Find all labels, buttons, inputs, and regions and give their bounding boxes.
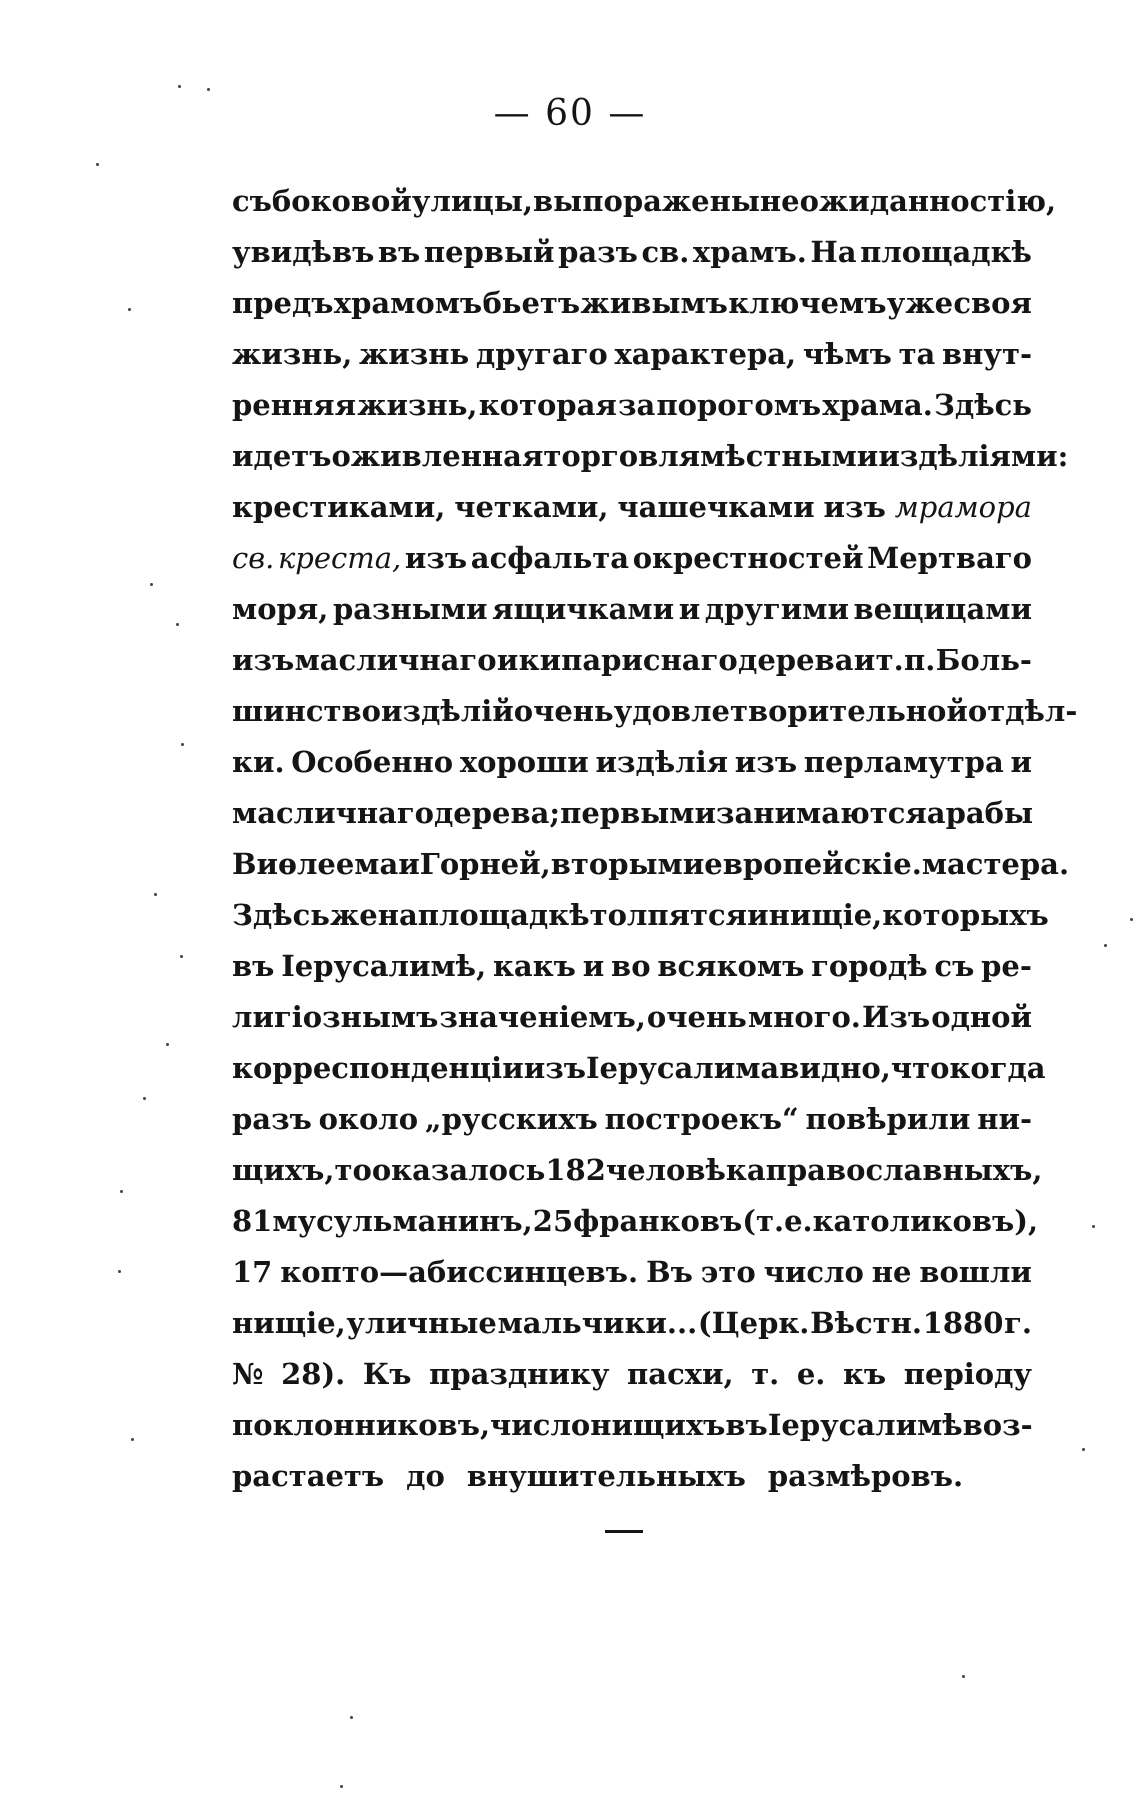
word: (т. bbox=[742, 1204, 785, 1238]
word: за bbox=[617, 388, 656, 422]
word: Изъ bbox=[862, 1000, 931, 1034]
word: оживленная bbox=[331, 439, 544, 473]
word: порогомъ bbox=[656, 388, 822, 422]
word: видно, bbox=[779, 1051, 891, 1085]
word: т. bbox=[875, 643, 904, 677]
word: е. bbox=[784, 1204, 813, 1238]
word: съ bbox=[934, 949, 975, 983]
word: число bbox=[490, 1408, 591, 1442]
word: ящичками bbox=[492, 592, 675, 626]
word: улицы, bbox=[411, 184, 534, 218]
speckle bbox=[154, 893, 157, 896]
speckle bbox=[340, 1785, 343, 1788]
word: же bbox=[329, 898, 378, 932]
word: Мертваго bbox=[867, 541, 1032, 575]
word: бьетъ bbox=[482, 286, 581, 320]
word: издѣлій bbox=[381, 694, 514, 728]
word: число bbox=[763, 1255, 864, 1289]
word: мастера. bbox=[921, 847, 1070, 881]
word: п. bbox=[904, 643, 936, 677]
word: построекъ“ bbox=[604, 1102, 799, 1136]
word: и bbox=[398, 847, 420, 881]
word: воз- bbox=[962, 1408, 1033, 1442]
word: которая bbox=[478, 388, 617, 422]
word: (Церк. bbox=[697, 1306, 810, 1340]
text-line bbox=[232, 1094, 1032, 1145]
word: и bbox=[747, 898, 769, 932]
word: масличнаго bbox=[294, 643, 497, 677]
word: около bbox=[318, 1102, 419, 1136]
word: въ bbox=[377, 235, 421, 269]
word: дерева bbox=[738, 643, 854, 677]
end-rule bbox=[605, 1530, 643, 1533]
word: вторыми bbox=[550, 847, 705, 881]
word: ре- bbox=[981, 949, 1032, 983]
word: св. bbox=[232, 541, 275, 575]
text-line bbox=[232, 1400, 1032, 1451]
word: въ bbox=[725, 1408, 768, 1442]
word: размѣровъ. bbox=[767, 1459, 964, 1493]
word: корреспонденціи bbox=[232, 1051, 524, 1085]
word: перламутра bbox=[803, 745, 1004, 779]
word: Виѳлеема bbox=[232, 847, 399, 881]
word: „русскихъ bbox=[424, 1102, 598, 1136]
text-line bbox=[232, 737, 1032, 788]
text-line bbox=[232, 533, 1032, 584]
word: Особенно bbox=[291, 745, 454, 779]
word: изъ bbox=[823, 490, 886, 524]
text-line bbox=[232, 227, 1032, 278]
text-line bbox=[232, 278, 1032, 329]
word: жизнь bbox=[359, 337, 470, 371]
word: живымъ bbox=[580, 286, 728, 320]
word: та bbox=[898, 337, 936, 371]
text-line bbox=[232, 1196, 1039, 1247]
text-line bbox=[232, 788, 1032, 839]
word: Къ bbox=[362, 1357, 412, 1391]
word: лигіознымъ bbox=[232, 1000, 439, 1034]
speckle bbox=[207, 88, 210, 91]
word: разъ bbox=[232, 1102, 312, 1136]
word: храмъ. bbox=[692, 235, 807, 269]
word: 17 bbox=[232, 1255, 273, 1289]
word: разными bbox=[332, 592, 488, 626]
word: другими bbox=[704, 592, 849, 626]
word: мусульманинъ, bbox=[272, 1204, 533, 1238]
word: вы bbox=[533, 184, 583, 218]
text-line bbox=[232, 1145, 1043, 1196]
speckle bbox=[166, 1043, 169, 1046]
word: человѣка bbox=[605, 1153, 766, 1187]
word: храма. bbox=[822, 388, 933, 422]
word: № bbox=[232, 1357, 264, 1391]
word: 182 bbox=[545, 1153, 606, 1187]
word: очень bbox=[646, 1000, 747, 1034]
word: что bbox=[890, 1051, 950, 1085]
speckle bbox=[180, 955, 183, 958]
word: боковой bbox=[271, 184, 412, 218]
text-line bbox=[232, 941, 1032, 992]
word: изъ bbox=[232, 643, 295, 677]
word: четками, bbox=[454, 490, 609, 524]
word: 81 bbox=[232, 1204, 273, 1238]
word: На bbox=[810, 235, 857, 269]
word: всякомъ bbox=[657, 949, 805, 983]
word: чѣмъ bbox=[802, 337, 892, 371]
word: и bbox=[1010, 745, 1032, 779]
word: уже bbox=[886, 286, 954, 320]
word: католиковъ), bbox=[812, 1204, 1039, 1238]
word: другаго bbox=[475, 337, 608, 371]
word: изъ bbox=[404, 541, 468, 575]
word: мѣстными bbox=[700, 439, 879, 473]
word: масличнаго bbox=[232, 796, 434, 830]
word: асфальта bbox=[470, 541, 630, 575]
speckle bbox=[96, 163, 99, 166]
word: вошли bbox=[919, 1255, 1032, 1289]
word: Іерусалима bbox=[585, 1051, 780, 1085]
word: которыхъ bbox=[882, 898, 1049, 932]
word: и bbox=[582, 949, 605, 983]
word: Боль- bbox=[935, 643, 1032, 677]
word: поклонниковъ, bbox=[232, 1408, 491, 1442]
speckle bbox=[1092, 1225, 1095, 1228]
text-line bbox=[232, 380, 1032, 431]
word: жизнь, bbox=[357, 388, 478, 422]
word: не bbox=[871, 1255, 912, 1289]
text-line bbox=[232, 839, 1070, 890]
word: т. bbox=[751, 1357, 780, 1391]
text-line bbox=[232, 992, 1032, 1043]
word: и bbox=[496, 643, 519, 677]
word: храмомъ bbox=[333, 286, 483, 320]
word: занимаются bbox=[715, 796, 927, 830]
word: это bbox=[700, 1255, 756, 1289]
word: празднику bbox=[429, 1357, 610, 1391]
speckle bbox=[1104, 944, 1107, 947]
word: поражены bbox=[582, 184, 760, 218]
word: неожиданностію, bbox=[759, 184, 1057, 218]
word: значеніемъ, bbox=[439, 1000, 646, 1034]
word: увидѣвъ bbox=[232, 235, 375, 269]
word: растаетъ bbox=[232, 1459, 385, 1493]
text-line bbox=[232, 584, 1032, 635]
word: дерева; bbox=[433, 796, 561, 830]
speckle bbox=[962, 1675, 965, 1678]
text-line bbox=[232, 686, 1078, 737]
word: когда bbox=[949, 1051, 1046, 1085]
word: копто—абиссинцевъ. bbox=[280, 1255, 639, 1289]
word: первыми bbox=[560, 796, 716, 830]
speckle bbox=[131, 1438, 134, 1441]
word: Здѣсь bbox=[933, 388, 1032, 422]
page-number: — 60 — bbox=[493, 93, 647, 134]
word: 25 bbox=[532, 1204, 574, 1238]
word: шинство bbox=[232, 694, 382, 728]
word: кипариснаго bbox=[518, 643, 738, 677]
speckle bbox=[1082, 1448, 1085, 1451]
word: отдѣл- bbox=[967, 694, 1078, 728]
word: жизнь, bbox=[232, 337, 353, 371]
text-line bbox=[232, 890, 1049, 941]
word: своя bbox=[953, 286, 1032, 320]
word: Іерусалимѣ bbox=[767, 1408, 963, 1442]
word: хороши bbox=[459, 745, 589, 779]
speckle bbox=[143, 1097, 146, 1100]
word: идетъ bbox=[232, 439, 332, 473]
text-line bbox=[232, 1043, 1046, 1094]
word: чашечками bbox=[617, 490, 815, 524]
word: пасхи, bbox=[627, 1357, 734, 1391]
word: окрестностей bbox=[632, 541, 864, 575]
word: изъ bbox=[523, 1051, 586, 1085]
text-line bbox=[232, 635, 1032, 686]
text-line bbox=[232, 1451, 1032, 1502]
word: Въ bbox=[646, 1255, 693, 1289]
word: Іерусалимѣ, bbox=[281, 949, 487, 983]
word: первый bbox=[423, 235, 555, 269]
word: европейскіе. bbox=[704, 847, 922, 881]
word: св. bbox=[641, 235, 690, 269]
speckle bbox=[150, 583, 153, 586]
text-line bbox=[232, 1247, 1032, 1298]
word: моря, bbox=[232, 592, 329, 626]
word: ключемъ bbox=[728, 286, 887, 320]
word: нищіе, bbox=[768, 898, 883, 932]
word: внушительныхъ bbox=[466, 1459, 746, 1493]
word: разъ bbox=[558, 235, 638, 269]
word: до bbox=[406, 1459, 445, 1493]
word: внут- bbox=[942, 337, 1032, 371]
word: толпятся bbox=[589, 898, 748, 932]
word: удовлетворительной bbox=[613, 694, 968, 728]
word: г. bbox=[1004, 1306, 1032, 1340]
word: во bbox=[611, 949, 651, 983]
word: Здѣсь bbox=[232, 898, 330, 932]
speckle bbox=[128, 308, 131, 311]
word: площадкѣ bbox=[860, 235, 1032, 269]
word: креста, bbox=[277, 541, 402, 575]
word: повѣрили bbox=[805, 1102, 971, 1136]
word: православныхъ, bbox=[765, 1153, 1043, 1187]
word: уличные bbox=[346, 1306, 497, 1340]
word: городѣ bbox=[811, 949, 928, 983]
word: ни- bbox=[977, 1102, 1032, 1136]
word: Вѣстн. bbox=[810, 1306, 922, 1340]
word: издѣліями: bbox=[878, 439, 1069, 473]
word: вещицами bbox=[853, 592, 1032, 626]
speckle bbox=[120, 1190, 123, 1193]
word: арабы bbox=[926, 796, 1034, 830]
speckle bbox=[176, 623, 179, 626]
speckle bbox=[1130, 918, 1133, 921]
word: предъ bbox=[232, 286, 334, 320]
text-line bbox=[232, 431, 1069, 482]
word: ренняя bbox=[232, 388, 357, 422]
word: много. bbox=[747, 1000, 861, 1034]
word: изъ bbox=[734, 745, 798, 779]
text-line bbox=[232, 482, 1032, 533]
word: очень bbox=[513, 694, 614, 728]
word: въ bbox=[232, 949, 275, 983]
word: крестиками, bbox=[232, 490, 446, 524]
word: какъ bbox=[492, 949, 576, 983]
speckle bbox=[181, 743, 184, 746]
word: на bbox=[377, 898, 418, 932]
word: и bbox=[853, 643, 876, 677]
word: нищихъ bbox=[590, 1408, 726, 1442]
speckle bbox=[350, 1716, 353, 1719]
word: одной bbox=[931, 1000, 1032, 1034]
word: къ bbox=[842, 1357, 887, 1391]
word: франковъ bbox=[573, 1204, 743, 1238]
word: ки. bbox=[232, 745, 285, 779]
word: то bbox=[334, 1153, 372, 1187]
word: мальчики... bbox=[497, 1306, 698, 1340]
word: Горней, bbox=[419, 847, 551, 881]
text-line bbox=[232, 1298, 1032, 1349]
word: мрамора bbox=[894, 490, 1032, 524]
word: издѣлія bbox=[595, 745, 729, 779]
text-line bbox=[232, 176, 1057, 227]
word: площадкѣ bbox=[417, 898, 590, 932]
word: нищіе, bbox=[232, 1306, 346, 1340]
word: е. bbox=[796, 1357, 826, 1391]
text-line bbox=[232, 1349, 1032, 1400]
word: характера, bbox=[614, 337, 797, 371]
word: торговля bbox=[543, 439, 701, 473]
word: щихъ, bbox=[232, 1153, 335, 1187]
body-text bbox=[232, 176, 1078, 1502]
word: и bbox=[678, 592, 701, 626]
word: періоду bbox=[903, 1357, 1032, 1391]
speckle bbox=[118, 1270, 121, 1273]
word: оказалось bbox=[371, 1153, 546, 1187]
word: 1880 bbox=[922, 1306, 1004, 1340]
word: съ bbox=[232, 184, 272, 218]
word: 28). bbox=[281, 1357, 346, 1391]
text-line bbox=[232, 329, 1032, 380]
speckle bbox=[178, 85, 181, 88]
